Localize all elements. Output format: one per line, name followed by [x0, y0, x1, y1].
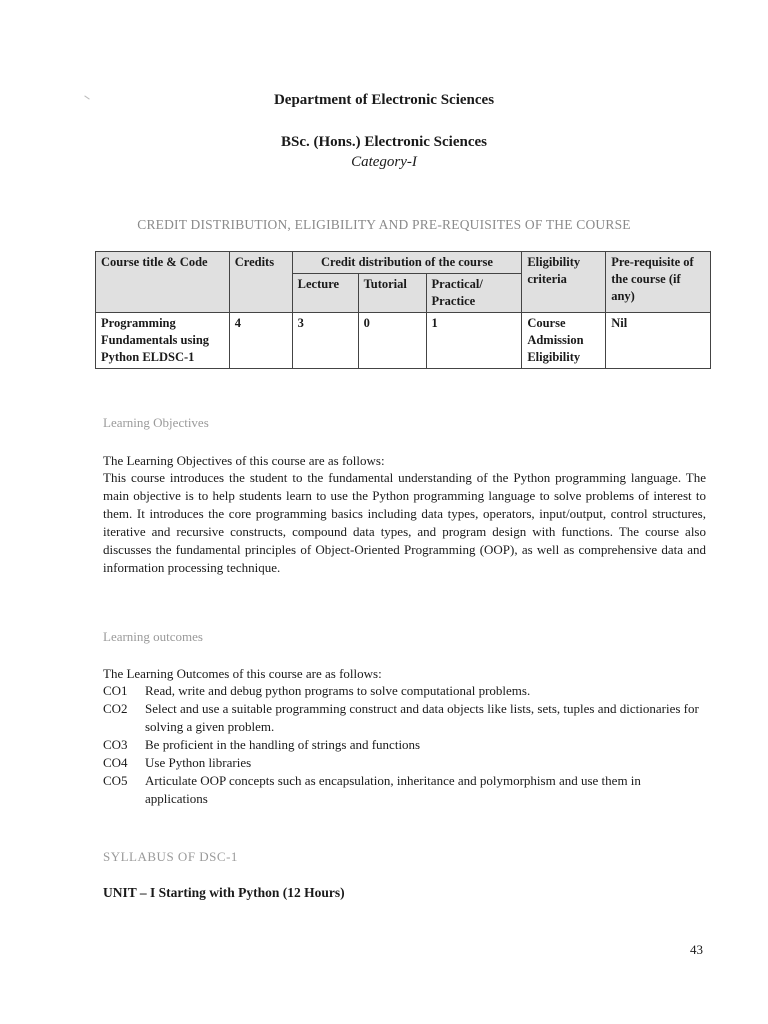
col-eligibility: Eligibility criteria	[522, 252, 606, 313]
list-item	[103, 700, 706, 736]
col-practical: Practical/ Practice	[426, 274, 522, 313]
list-item	[103, 682, 706, 700]
col-prerequisite: Pre-requisite of the course (if any)	[606, 252, 711, 313]
credit-section-heading: CREDIT DISTRIBUTION, ELIGIBILITY AND PRE-REQUISITES OF THE COURSE	[137, 217, 631, 232]
learning-objectives-heading: Learning Objectives	[103, 415, 209, 430]
outcome-text: Use Python libraries	[145, 755, 252, 770]
programme-title: BSc. (Hons.) Electronic Sciences	[281, 134, 487, 150]
table-row	[96, 313, 711, 369]
syllabus-heading: SYLLABUS OF DSC-1	[103, 849, 238, 864]
learning-outcomes-intro: The Learning Outcomes of this course are as follows:	[103, 666, 382, 681]
page-number: 43	[690, 942, 703, 957]
col-credits: Credits	[229, 252, 292, 313]
col-lecture: Lecture	[292, 274, 358, 313]
cell-tutorial: 0	[358, 313, 426, 369]
col-credit-distribution: Credit distribution of the course	[292, 252, 522, 274]
outcome-code: CO4	[103, 755, 128, 770]
list-item	[103, 772, 706, 808]
outcome-text: Read, write and debug python programs to solve computational problems.	[145, 683, 531, 698]
col-tutorial: Tutorial	[358, 274, 426, 313]
outcome-text: Be proficient in the handling of strings and functions	[145, 737, 421, 752]
cell-practical: 1	[426, 313, 522, 369]
cell-eligibility: Course Admission Eligibility	[522, 313, 606, 369]
outcome-text: Articulate OOP concepts such as encapsulation, inheritance and polymorphism and use them in applications	[145, 773, 641, 806]
table-header-row	[96, 252, 711, 274]
list-item	[103, 736, 706, 754]
unit-title: UNIT – I Starting with Python (12 Hours)	[103, 885, 345, 900]
outcome-code: CO1	[103, 683, 128, 698]
outcome-text: Select and use a suitable programming construct and data objects like lists, sets, tuples and dictionaries for solving a given problem.	[145, 701, 699, 734]
outcome-code: CO2	[103, 701, 128, 716]
cell-course-title: Programming Fundamentals using Python ELDSC-1	[96, 313, 230, 369]
col-course-title: Course title & Code	[96, 252, 230, 313]
list-item	[103, 754, 706, 772]
course-outcomes-list	[103, 682, 706, 808]
cell-credits: 4	[229, 313, 292, 369]
cell-prerequisite: Nil	[606, 313, 711, 369]
category-label: Category-I	[351, 154, 417, 170]
credit-distribution-table	[95, 251, 711, 369]
learning-outcomes-heading: Learning outcomes	[103, 629, 203, 644]
learning-objectives-intro: The Learning Objectives of this course are as follows:	[103, 453, 385, 468]
cell-lecture: 3	[292, 313, 358, 369]
learning-objectives-body: This course introduces the student to the fundamental understanding of the Python programming language. The main objective is to help students learn to use the Python programming language to solve problems of interest to them. It introduces the core programming basics including data types, operators, input/output, control structures, iterative and recursive constructs, compound data types, and program design with functions. The course also discusses the fundamental principles of Object-Oriented Programming (OOP), as well as comprehensive data and information processing technique.	[103, 470, 706, 575]
department-title: Department of Electronic Sciences	[273, 92, 495, 108]
outcome-code: CO3	[103, 737, 128, 752]
outcome-code: CO5	[103, 773, 128, 788]
